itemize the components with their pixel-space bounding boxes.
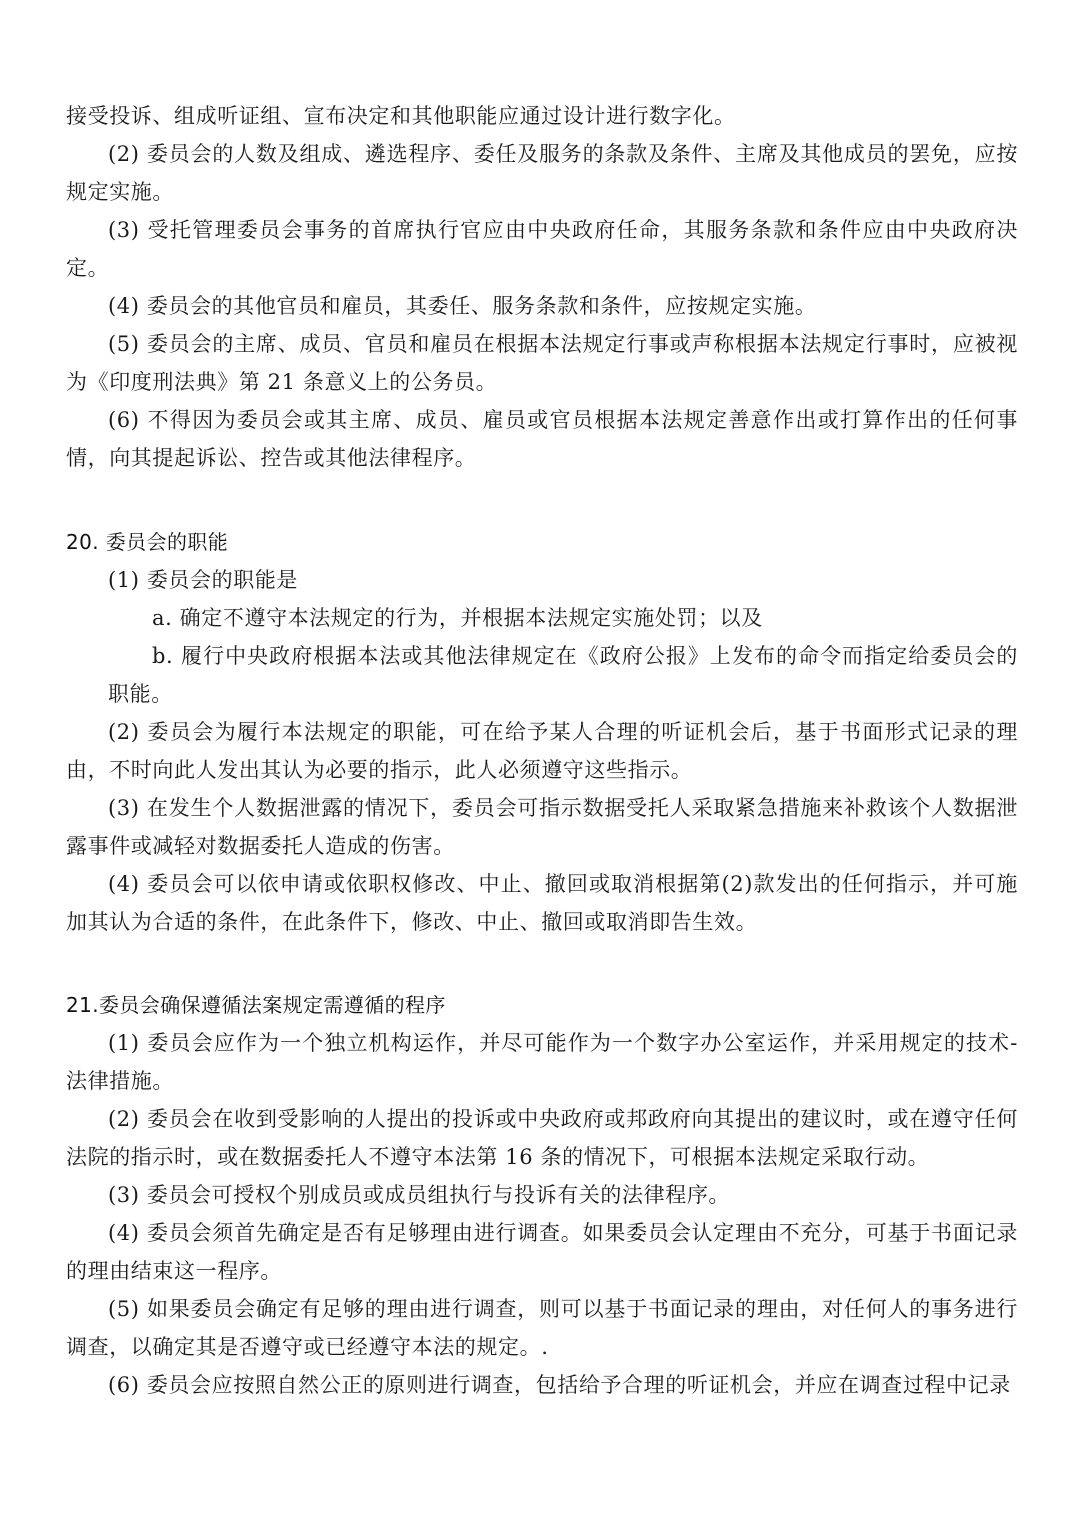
- section-20-heading: 20. 委员会的职能: [66, 530, 229, 554]
- paragraph-19-5: (5) 委员会的主席、成员、官员和雇员在根据本法规定行事或声称根据本法规定行事时，应被视为《印度刑法典》第 21 条意义上的公务员。: [66, 332, 1018, 394]
- section-21-heading: 21.委员会确保遵循法案规定需遵循的程序: [66, 993, 446, 1017]
- paragraph-20-2: (2) 委员会为履行本法规定的职能，可在给予某人合理的听证机会后，基于书面形式记录的理由，不时向此人发出其认为必要的指示，此人必须遵守这些指示。: [66, 720, 1018, 782]
- paragraph-21-2: (2) 委员会在收到受影响的人提出的投诉或中央政府或邦政府向其提出的建议时，或在遵守任何法院的指示时，或在数据委托人不遵守本法第 16 条的情况下，可根据本法规定采取行动。: [66, 1107, 1018, 1169]
- paragraph-21-6: (6) 委员会应按照自然公正的原则进行调查，包括给予合理的听证机会，并应在调查过程中记录: [108, 1373, 1011, 1397]
- paragraph-21-1: (1) 委员会应作为一个独立机构运作，并尽可能作为一个数字办公室运作，并采用规定的技术-法律措施。: [66, 1031, 1018, 1093]
- paragraph-19-4: (4) 委员会的其他官员和雇员，其委任、服务条款和条件，应按规定实施。: [108, 294, 817, 318]
- paragraph-20-1-a: a. 确定不遵守本法规定的行为，并根据本法规定实施处罚；以及: [152, 606, 763, 630]
- paragraph-20-4: (4) 委员会可以依申请或依职权修改、中止、撤回或取消根据第(2)款发出的任何指示，并可施加其认为合适的条件，在此条件下，修改、中止、撤回或取消即告生效。: [66, 872, 1018, 934]
- document-page: [66, 97, 1018, 1404]
- paragraph-21-3: (3) 委员会可授权个别成员或成员组执行与投诉有关的法律程序。: [108, 1183, 731, 1207]
- paragraph-19-2: (2) 委员会的人数及组成、遴选程序、委任及服务的条款及条件、主席及其他成员的罢免，应按规定实施。: [66, 142, 1018, 204]
- paragraph-19-6: (6) 不得因为委员会或其主席、成员、雇员或官员根据本法规定善意作出或打算作出的任何事情，向其提起诉讼、控告或其他法律程序。: [66, 408, 1018, 470]
- paragraph-20-3: (3) 在发生个人数据泄露的情况下，委员会可指示数据受托人采取紧急措施来补救该个人数据泄露事件或减轻对数据委托人造成的伤害。: [66, 796, 1018, 858]
- paragraph-21-5: (5) 如果委员会确定有足够的理由进行调查，则可以基于书面记录的理由，对任何人的事务进行调查，以确定其是否遵守或已经遵守本法的规定。.: [66, 1297, 1018, 1359]
- paragraph-19-3: (3) 受托管理委员会事务的首席执行官应由中央政府任命，其服务条款和条件应由中央政府决定。: [66, 218, 1018, 280]
- paragraph-intro-continuation: 接受投诉、组成听证组、宣布决定和其他职能应通过设计进行数字化。: [66, 104, 736, 128]
- paragraph-20-1: (1) 委员会的职能是: [108, 568, 299, 592]
- paragraph-21-4: (4) 委员会须首先确定是否有足够理由进行调查。如果委员会认定理由不充分，可基于书面记录的理由结束这一程序。: [66, 1221, 1018, 1283]
- paragraph-20-1-b: b. 履行中央政府根据本法或其他法律规定在《政府公报》上发布的命令而指定给委员会的职能。: [108, 644, 1018, 706]
